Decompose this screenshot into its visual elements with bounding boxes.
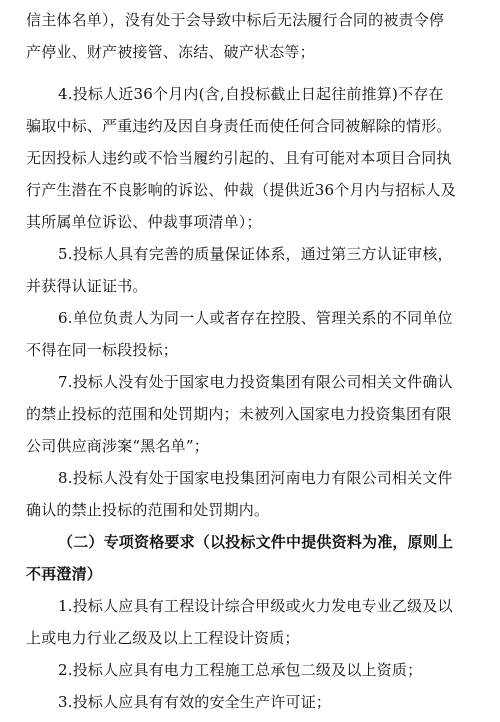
text-line: 的禁止投标的范围和处罚期内；未被列入国家电力投资集团有限 xyxy=(26,405,452,423)
text-line: 2.投标人应具有电力工程施工总承包二级及以上资质； xyxy=(58,661,423,679)
text-line: 7.投标人没有处于国家电力投资集团有限公司相关文件确认 xyxy=(58,373,453,391)
text-line: 公司供应商涉案“黑名单”； xyxy=(26,437,209,455)
text-line: 其所属单位诉讼、仲裁事项清单）； xyxy=(26,213,262,231)
text-line: 并获得认证证书。 xyxy=(26,277,148,295)
text-line: 骗取中标、严重违约及因自身责任而使任何合同被解除的情形。 xyxy=(26,117,452,135)
text-line: 不得在同一标段投标； xyxy=(26,341,179,359)
text-line: 3.投标人应具有有效的安全生产许可证； xyxy=(58,693,332,711)
section-heading-continuation: 不再澄清） xyxy=(26,565,103,583)
text-line: 5.投标人具有完善的质量保证体系，通过第三方认证审核， xyxy=(58,245,453,263)
text-line: 上或电力行业乙级及以上工程设计资质； xyxy=(26,629,300,647)
section-heading: （二）专项资格要求（以投标文件中提供资料为准，原则上 xyxy=(58,533,454,551)
text-line: 6.单位负责人为同一人或者存在控股、管理关系的不同单位 xyxy=(58,309,453,327)
text-line: 信主体名单），没有处于会导致中标后无法履行合同的被责令停 xyxy=(26,11,445,29)
text-line: 无因投标人违约或不恰当履约引起的、且有可能对本项目合同执 xyxy=(26,149,452,167)
text-line: 4.投标人近36个月内(含,自投标截止日起往前推算)不存在 xyxy=(58,85,444,103)
text-line: 行产生潜在不良影响的诉讼、仲裁（提供近36个月内与招标人及 xyxy=(26,181,456,199)
text-line: 1.投标人应具有工程设计综合甲级或火力发电专业乙级及以 xyxy=(58,597,453,615)
text-line: 8.投标人没有处于国家电投集团河南电力有限公司相关文件 xyxy=(58,469,453,487)
text-line: 确认的禁止投标的范围和处罚期内。 xyxy=(26,501,270,519)
text-line: 产停业、财产被接管、冻结、破产状态等； xyxy=(26,43,315,61)
